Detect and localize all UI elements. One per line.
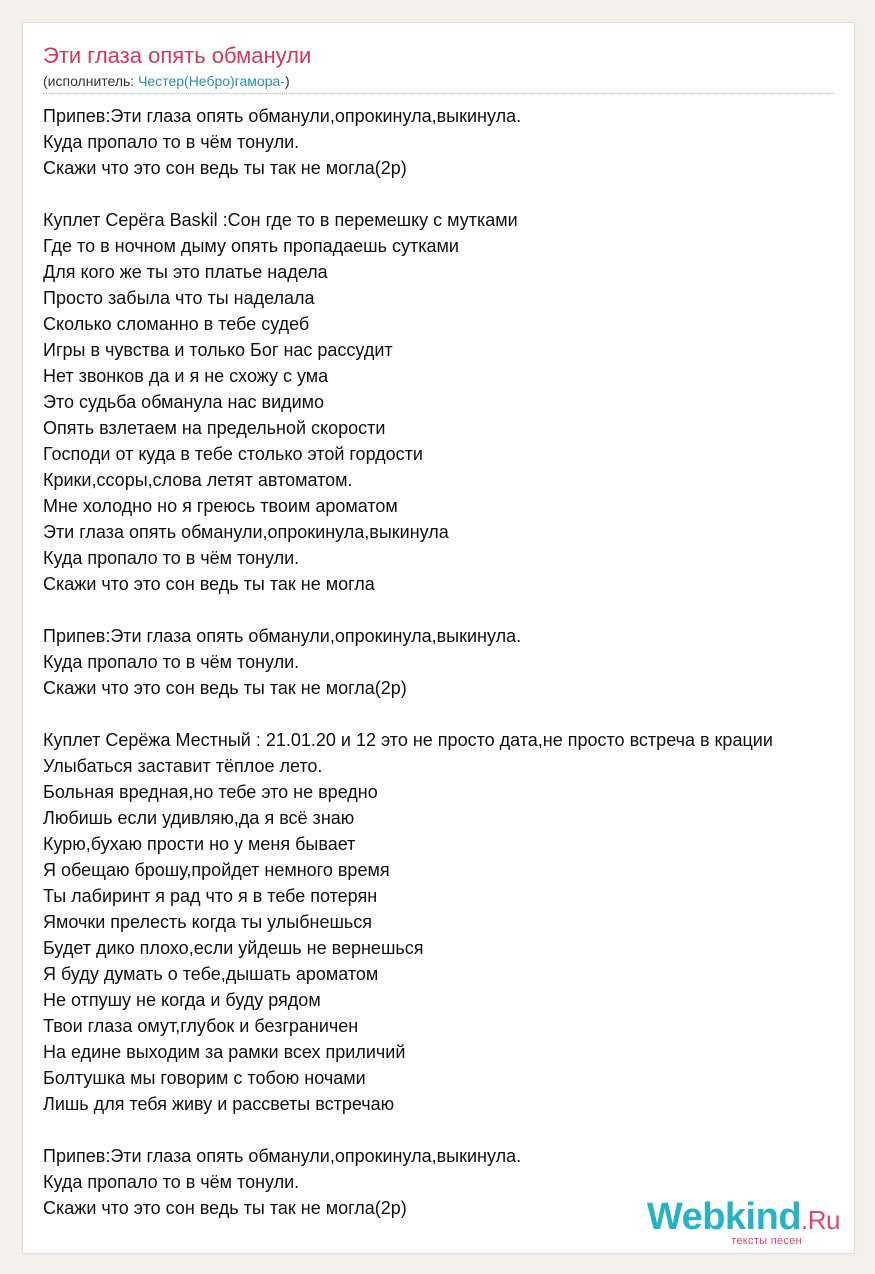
title-divider	[43, 93, 835, 94]
lyric-line: Скажи что это сон ведь ты так не могла(2р)	[43, 678, 407, 698]
site-logo[interactable]	[646, 1197, 846, 1247]
lyric-line: Скажи что это сон ведь ты так не могла	[43, 574, 375, 594]
lyric-line: Любишь если удивляю,да я всё знаю	[43, 808, 355, 828]
lyric-line: Эти глаза опять обманули,опрокинула,выкинула	[43, 522, 449, 542]
logo-main-text: Webkind	[646, 1196, 802, 1238]
lyric-line: Нет звонков да и я не схожу с ума	[43, 366, 329, 386]
lyric-line: Крики,ссоры,слова летят автоматом.	[43, 470, 353, 490]
lyric-line: Курю,бухаю прости но у меня бывает	[43, 834, 356, 854]
lyric-line: Куда пропало то в чём тонули.	[43, 132, 300, 152]
lyric-line: Ты лабиринт я рад что я в тебе потерян	[43, 886, 378, 906]
logo-tld-text: .Ru	[801, 1205, 840, 1235]
lyrics-body	[43, 103, 855, 1221]
artist-link[interactable]: Честер(Небро)гамора-	[138, 73, 285, 89]
lyric-blank-line	[43, 597, 855, 623]
lyric-line: Я обещаю брошу,пройдет немного время	[43, 860, 390, 880]
lyric-line: Куда пропало то в чём тонули.	[43, 548, 300, 568]
song-title: Эти глаза опять обманули	[43, 43, 312, 68]
lyric-line: Куда пропало то в чём тонули.	[43, 1172, 300, 1192]
lyric-line: Лишь для тебя живу и рассветы встречаю	[43, 1094, 395, 1114]
artist-suffix: )	[284, 73, 290, 89]
lyric-line: Игры в чувства и только Бог нас рассудит	[43, 340, 393, 360]
lyric-blank-line	[43, 1117, 855, 1143]
lyric-line: Мне холодно но я греюсь твоим ароматом	[43, 496, 398, 516]
artist-prefix: (исполнитель:	[43, 73, 139, 89]
lyric-line: Твои глаза омут,глубок и безграничен	[43, 1016, 359, 1036]
lyric-line: Скажи что это сон ведь ты так не могла(2р)	[43, 1198, 407, 1218]
lyric-line: Улыбаться заставит тёплое лето.	[43, 756, 323, 776]
lyric-line: Припев:Эти глаза опять обманули,опрокинула,выкинула.	[43, 1146, 522, 1166]
lyric-line: Куплет Серёга Baskil :Сон где то в перемешку с мутками	[43, 210, 518, 230]
lyric-line: На едине выходим за рамки всех приличий	[43, 1042, 406, 1062]
lyric-line: Для кого же ты это платье надела	[43, 262, 328, 282]
lyric-line: Не отпушу не когда и буду рядом	[43, 990, 321, 1010]
lyric-line: Скажи что это сон ведь ты так не могла(2р)	[43, 158, 407, 178]
lyrics-card	[22, 22, 855, 1254]
lyric-line: Господи от куда в тебе столько этой гордости	[43, 444, 423, 464]
lyric-line: Где то в ночном дыму опять пропадаешь сутками	[43, 236, 459, 256]
lyric-line: Просто забыла что ты наделала	[43, 288, 315, 308]
logo-subtitle: тексты песен	[731, 1235, 802, 1247]
lyric-line: Болтушка мы говорим с тобою ночами	[43, 1068, 366, 1088]
lyric-line: Куда пропало то в чём тонули.	[43, 652, 300, 672]
lyric-line: Это судьба обманула нас видимо	[43, 392, 325, 412]
lyric-line: Ямочки прелесть когда ты улыбнешься	[43, 912, 373, 932]
lyric-blank-line	[43, 701, 855, 727]
lyric-blank-line	[43, 181, 855, 207]
artist-line	[43, 73, 290, 89]
lyric-line: Будет дико плохо,если уйдешь не вернешься	[43, 938, 424, 958]
lyric-line: Больная вредная,но тебе это не вредно	[43, 782, 378, 802]
lyric-line: Сколько сломанно в тебе судеб	[43, 314, 310, 334]
logo-wordmark	[647, 1197, 840, 1240]
lyric-line: Припев:Эти глаза опять обманули,опрокинула,выкинула.	[43, 626, 522, 646]
lyric-line: Припев:Эти глаза опять обманули,опрокинула,выкинула.	[43, 106, 522, 126]
lyric-line: Я буду думать о тебе,дышать ароматом	[43, 964, 379, 984]
lyric-line: Куплет Серёжа Местный : 21.01.20 и 12 это не просто дата,не просто встреча в крации	[43, 730, 773, 750]
lyric-line: Опять взлетаем на предельной скорости	[43, 418, 386, 438]
